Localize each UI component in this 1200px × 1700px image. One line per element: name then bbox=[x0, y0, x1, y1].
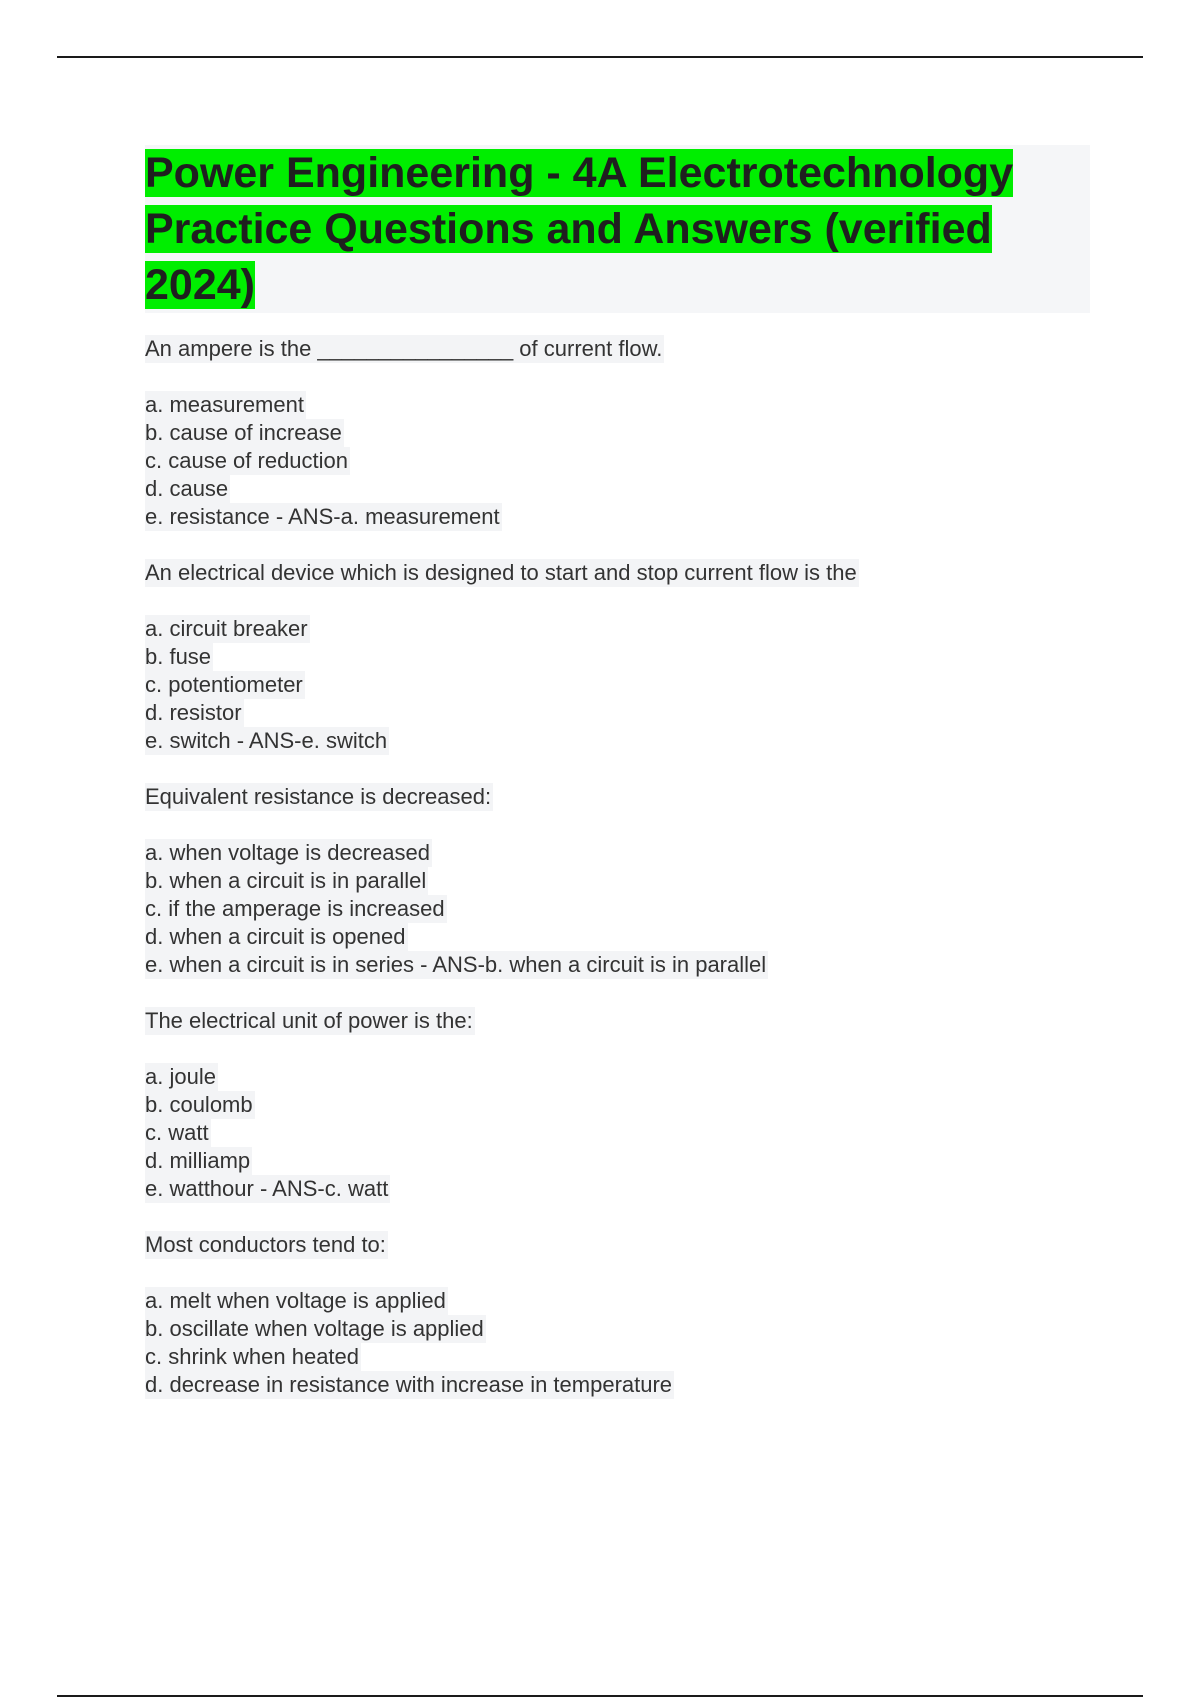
option-row bbox=[145, 923, 1090, 951]
option-text: b. cause of increase bbox=[145, 420, 342, 445]
option-text: c. potentiometer bbox=[145, 672, 303, 697]
question-block bbox=[145, 1231, 1090, 1399]
option-text: d. decrease in resistance with increase in temperature bbox=[145, 1372, 673, 1397]
option-row bbox=[145, 419, 1090, 447]
option-text: a. measurement bbox=[145, 392, 304, 417]
option-row bbox=[145, 1147, 1090, 1175]
option-row bbox=[145, 1343, 1090, 1371]
option-text: c. if the amperage is increased bbox=[145, 896, 445, 921]
option-row bbox=[145, 1371, 1090, 1399]
option-text: a. circuit breaker bbox=[145, 616, 308, 641]
option-text: e. watthour - ANS-c. watt bbox=[145, 1176, 389, 1201]
question-list bbox=[145, 335, 1090, 1399]
option-row bbox=[145, 727, 1090, 755]
option-list bbox=[145, 1063, 1090, 1203]
document-body bbox=[145, 145, 1090, 1427]
top-rule bbox=[57, 56, 1143, 58]
question-text: Most conductors tend to: bbox=[145, 1232, 386, 1257]
page-title bbox=[145, 145, 1090, 313]
option-list bbox=[145, 615, 1090, 755]
question-row bbox=[145, 1007, 1090, 1035]
option-text: d. cause bbox=[145, 476, 229, 501]
option-text: c. cause of reduction bbox=[145, 448, 349, 473]
question-row bbox=[145, 335, 1090, 363]
option-text: b. when a circuit is in parallel bbox=[145, 868, 427, 893]
question-row bbox=[145, 783, 1090, 811]
option-row bbox=[145, 503, 1090, 531]
option-text: b. coulomb bbox=[145, 1092, 253, 1117]
title-highlight: Power Engineering - 4A Electrotechnology Practice Questions and Answers (verified 2024) bbox=[145, 149, 1014, 309]
option-text: d. when a circuit is opened bbox=[145, 924, 406, 949]
option-text: a. joule bbox=[145, 1064, 216, 1089]
option-text: a. melt when voltage is applied bbox=[145, 1288, 446, 1313]
option-text: d. resistor bbox=[145, 700, 242, 725]
option-list bbox=[145, 391, 1090, 531]
option-text: a. when voltage is decreased bbox=[145, 840, 430, 865]
option-row bbox=[145, 867, 1090, 895]
option-row bbox=[145, 1091, 1090, 1119]
title-block bbox=[145, 145, 1090, 313]
question-block bbox=[145, 783, 1090, 979]
option-row bbox=[145, 1287, 1090, 1315]
option-row bbox=[145, 839, 1090, 867]
option-row bbox=[145, 391, 1090, 419]
question-block bbox=[145, 1007, 1090, 1203]
option-text: d. milliamp bbox=[145, 1148, 251, 1173]
option-row bbox=[145, 951, 1090, 979]
option-row bbox=[145, 671, 1090, 699]
question-block bbox=[145, 559, 1090, 755]
option-row bbox=[145, 1063, 1090, 1091]
bottom-rule bbox=[57, 1695, 1143, 1697]
option-list bbox=[145, 839, 1090, 979]
option-row bbox=[145, 447, 1090, 475]
question-text: Equivalent resistance is decreased: bbox=[145, 784, 492, 809]
question-text: An ampere is the ________________ of current flow. bbox=[145, 336, 663, 361]
option-row bbox=[145, 1315, 1090, 1343]
question-row bbox=[145, 1231, 1090, 1259]
question-text: The electrical unit of power is the: bbox=[145, 1008, 473, 1033]
option-row bbox=[145, 1175, 1090, 1203]
option-text: e. resistance - ANS-a. measurement bbox=[145, 504, 500, 529]
option-row bbox=[145, 895, 1090, 923]
option-row bbox=[145, 475, 1090, 503]
option-text: e. when a circuit is in series - ANS-b. when a circuit is in parallel bbox=[145, 952, 767, 977]
option-text: b. oscillate when voltage is applied bbox=[145, 1316, 484, 1341]
question-text: An electrical device which is designed to start and stop current flow is the bbox=[145, 560, 857, 585]
question-block bbox=[145, 335, 1090, 531]
option-text: b. fuse bbox=[145, 644, 212, 669]
option-list bbox=[145, 1287, 1090, 1399]
option-text: e. switch - ANS-e. switch bbox=[145, 728, 388, 753]
question-row bbox=[145, 559, 1090, 587]
option-text: c. watt bbox=[145, 1120, 209, 1145]
option-text: c. shrink when heated bbox=[145, 1344, 360, 1369]
option-row bbox=[145, 643, 1090, 671]
option-row bbox=[145, 699, 1090, 727]
option-row bbox=[145, 615, 1090, 643]
option-row bbox=[145, 1119, 1090, 1147]
